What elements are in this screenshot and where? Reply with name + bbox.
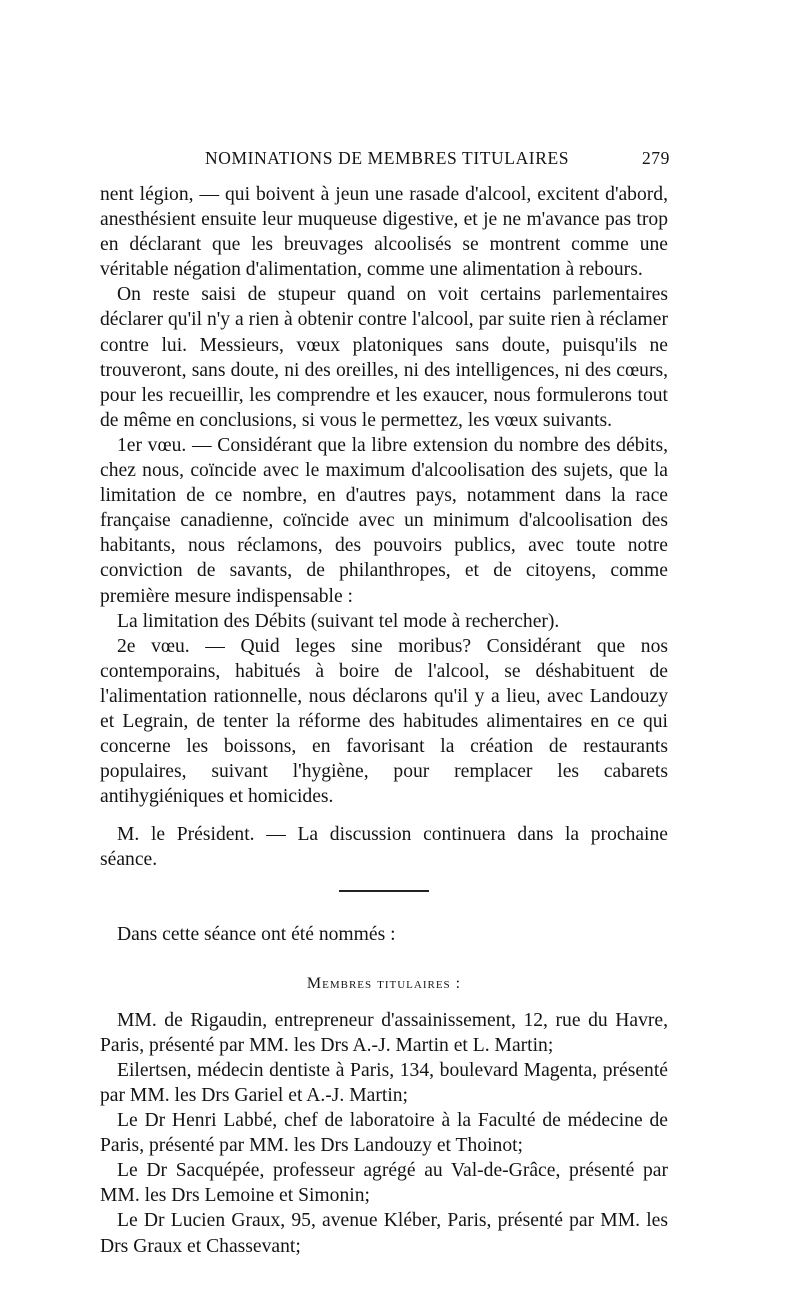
member-entry: Eilertsen, médecin dentiste à Paris, 134, boulevard Magenta, présenté par MM. les Drs Gariel et A.-J. Martin;	[100, 1059, 668, 1106]
member-entry: MM. de Rigaudin, entrepreneur d'assainissement, 12, rue du Havre, Paris, présenté par MM. les Drs A.-J. Martin et L. Martin;	[100, 1009, 668, 1056]
page-header	[100, 148, 670, 172]
member-entry: Le Dr Henri Labbé, chef de laboratoire à la Faculté de médecine de Paris, présenté par MM. les Drs Landouzy et Thoinot;	[100, 1110, 668, 1157]
paragraph-continuation: nent légion, — qui boivent à jeun une rasade d'alcool, excitent d'abord, anesthésient ensuite leur muqueuse digestive, et je ne m'avance pas trop en déclarant que les breuvages alcoolisés se montrent comme une véritable négation d'alimentation, comme une alimentation à rebours.	[100, 184, 668, 281]
paragraph-limitation-debits: La limitation des Débits (suivant tel mode à rechercher).	[117, 610, 560, 632]
page-number: 279	[641, 148, 670, 168]
paragraph-parlementaires: On reste saisi de stupeur quand on voit certains parlementaires déclarer qu'il n'y a rien à obtenir contre l'alcool, par suite rien à réclamer contre lui. Messieurs, vœux platoniques sans doute, puisqu'ils ne trouveront, sans doute, ni des oreilles, ni des intelligences, ni des cœurs, pour les recueillir, les comprendre et les exaucer, nous formulerons tout de même en conclusions, si vous le permettez, les vœux suivants.	[100, 284, 668, 431]
section-heading: Membres titulaires :	[306, 974, 462, 992]
member-entry: Le Dr Sacquépée, professeur agrégé au Val-de-Grâce, présenté par MM. les Drs Lemoine et Simonin;	[100, 1160, 668, 1207]
body-text	[100, 182, 668, 1259]
member-entry: Le Dr Lucien Graux, 95, avenue Kléber, Paris, présenté par MM. les Drs Graux et Chassevant;	[100, 1210, 668, 1257]
paragraph-president: M. le Président. — La discussion continuera dans la prochaine séance.	[100, 824, 668, 871]
running-title: NOMINATIONS DE MEMBRES TITULAIRES	[205, 148, 570, 168]
paragraph-nominations-intro: Dans cette séance ont été nommés :	[117, 923, 396, 945]
paragraph-deuxieme-voeu: 2e vœu. — Quid leges sine moribus? Considérant que nos contemporains, habitués à boire de l'alcool, se déshabituent de l'alimentation rationnelle, nous déclarons qu'il y a lieu, avec Landouzy et Legrain, de tenter la réforme des habitudes alimentaires en ce qui concerne les boissons, en favorisant la création de restaurants populaires, suivant l'hygiène, pour remplacer les cabarets antihygiéniques et homicides.	[100, 635, 668, 808]
section-divider	[339, 890, 429, 892]
paragraph-premier-voeu: 1er vœu. — Considérant que la libre extension du nombre des débits, chez nous, coïncide avec le maximum d'alcoolisation des sujets, que la limitation de ce nombre, en d'autres pays, notamment dans la race française canadienne, coïncide avec un minimum d'alcoolisation des habitants, nous réclamons, des pouvoirs publics, avec toute notre conviction de savants, de philanthropes, et de citoyens, comme première mesure indispensable :	[100, 434, 668, 607]
